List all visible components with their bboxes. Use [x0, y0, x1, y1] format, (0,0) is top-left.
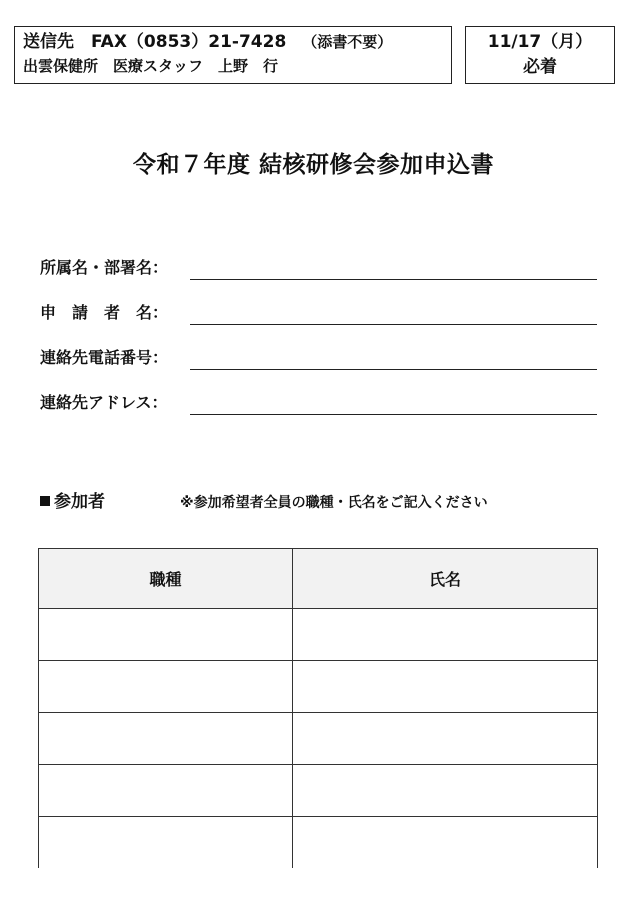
form-title: 令和７年度 結核研修会参加申込書	[132, 152, 494, 178]
occupation-cell[interactable]	[39, 817, 293, 869]
affiliation-label: 所属名・部署名：	[40, 258, 169, 277]
name-cell[interactable]	[293, 765, 598, 817]
send-to-fax-line	[23, 30, 443, 54]
participants-heading-text: 参加者	[54, 492, 105, 512]
deadline-label: 必着	[523, 57, 557, 77]
name-cell[interactable]	[293, 713, 598, 765]
square-bullet-icon	[40, 496, 50, 506]
column-header-occupation: 職種	[39, 549, 293, 609]
address-field	[40, 391, 597, 415]
send-to-fax: 送信先 FAX（0853）21-7428	[23, 32, 287, 52]
send-to-recipient: 出雲保健所 医療スタッフ 上野 行	[23, 57, 279, 75]
affiliation-field	[40, 256, 597, 280]
table-row	[39, 609, 598, 661]
phone-field	[40, 346, 597, 370]
applicant-label: 申 請 者 名：	[40, 303, 169, 322]
applicant-input-line[interactable]	[190, 324, 597, 325]
phone-label: 連絡先電話番号：	[40, 348, 169, 367]
deadline-box	[465, 26, 615, 84]
name-cell[interactable]	[293, 661, 598, 713]
table-row	[39, 661, 598, 713]
affiliation-input-line[interactable]	[190, 279, 597, 280]
table-row	[39, 817, 598, 869]
applicant-field	[40, 301, 597, 325]
occupation-cell[interactable]	[39, 713, 293, 765]
no-cover-note: （添書不要）	[302, 33, 393, 51]
table-row	[39, 713, 598, 765]
occupation-cell[interactable]	[39, 661, 293, 713]
deadline-date: 11/17（月）	[487, 32, 593, 52]
table-row	[39, 765, 598, 817]
occupation-cell[interactable]	[39, 765, 293, 817]
column-header-name: 氏名	[293, 549, 598, 609]
name-cell[interactable]	[293, 817, 598, 869]
send-to-box	[14, 26, 452, 84]
participants-table	[38, 548, 598, 868]
participants-note: ※参加希望者全員の職種・氏名をご記入ください	[180, 495, 488, 511]
phone-input-line[interactable]	[190, 369, 597, 370]
address-input-line[interactable]	[190, 414, 597, 415]
participants-heading	[40, 487, 105, 512]
name-cell[interactable]	[293, 609, 598, 661]
occupation-cell[interactable]	[39, 609, 293, 661]
table-header-row	[39, 549, 598, 609]
address-label: 連絡先アドレス：	[40, 393, 168, 412]
